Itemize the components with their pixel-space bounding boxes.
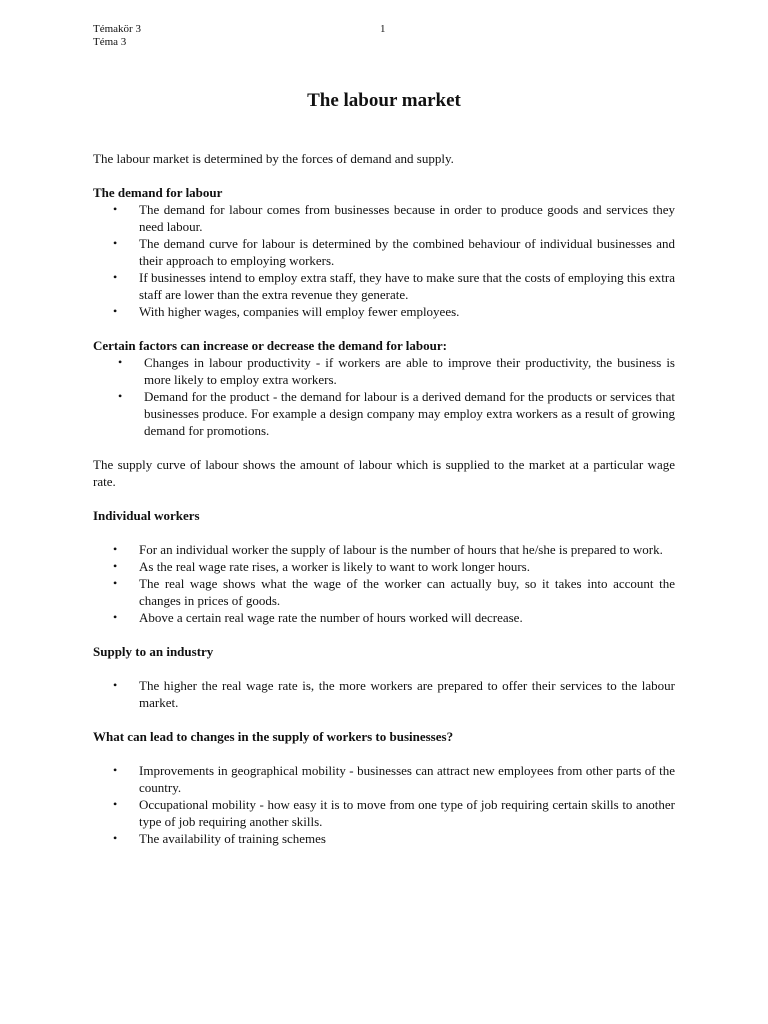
bullet-icon: • (113, 610, 118, 624)
bullet-icon: • (113, 542, 118, 556)
factors-heading: Certain factors can increase or decrease the demand for labour: (93, 338, 447, 353)
bullet-icon: • (118, 355, 123, 369)
list-item: • Changes in labour productivity - if workers are able to improve their productivity, the business is more likely to employ extra workers. (118, 355, 675, 387)
bullet-icon: • (113, 831, 118, 845)
list-item: • If businesses intend to employ extra staff, they have to make sure that the costs of employing this extra staff are lower than the extra revenue they generate. (113, 270, 675, 302)
demand-heading: The demand for labour (93, 185, 223, 200)
bullet-icon: • (113, 236, 118, 250)
list-item: • Above a certain real wage rate the number of hours worked will decrease. (113, 610, 523, 625)
list-item: • The demand curve for labour is determined by the combined behaviour of individual businesses and their approach to employing workers. (113, 236, 675, 268)
bullet-icon: • (113, 559, 118, 573)
header-theme: Téma 3 (93, 36, 127, 48)
bullet-icon: • (118, 389, 123, 403)
individual-heading: Individual workers (93, 508, 200, 523)
list-item: • With higher wages, companies will employ fewer employees. (113, 304, 460, 319)
industry-heading: Supply to an industry (93, 644, 214, 659)
bullet-icon: • (113, 304, 118, 318)
factors-list (93, 354, 675, 439)
list-item: • Occupational mobility - how easy it is to move from one type of job requiring certain skills to another type of job requiring another skills. (113, 797, 675, 829)
bullet-icon: • (113, 202, 118, 216)
bullet-icon: • (113, 270, 118, 284)
supply-intro-paragraph: The supply curve of labour shows the amount of labour which is supplied to the market at a particular wage rate. (93, 457, 675, 489)
page-header (93, 23, 141, 49)
list-item: • Demand for the product - the demand for labour is a derived demand for the products or services that businesses produce. For example a design company may employ extra workers as a result of growing demand for promotions. (118, 389, 675, 438)
page-number: 1 (380, 23, 386, 35)
industry-list (93, 677, 675, 711)
bullet-icon: • (113, 763, 118, 777)
list-item: • The higher the real wage rate is, the more workers are prepared to offer their services to the labour market. (113, 678, 675, 710)
changes-heading: What can lead to changes in the supply of workers to businesses? (93, 729, 454, 744)
document-title: The labour market (307, 90, 461, 111)
list-item: • For an individual worker the supply of labour is the number of hours that he/she is prepared to work. (113, 542, 663, 557)
header-topic: Témakör 3 (93, 23, 141, 35)
bullet-icon: • (113, 678, 118, 692)
bullet-icon: • (113, 797, 118, 811)
list-item: • Improvements in geographical mobility - businesses can attract new employees from other parts of the country. (113, 763, 675, 795)
list-item: • The availability of training schemes (113, 831, 326, 846)
changes-list (93, 762, 675, 847)
list-item: • As the real wage rate rises, a worker is likely to want to work longer hours. (113, 559, 530, 574)
demand-list (93, 201, 675, 320)
individual-list (93, 541, 675, 626)
bullet-icon: • (113, 576, 118, 590)
list-item: • The real wage shows what the wage of the worker can actually buy, so it takes into account the changes in prices of goods. (113, 576, 675, 608)
document-body (93, 89, 675, 847)
intro-paragraph: The labour market is determined by the forces of demand and supply. (93, 151, 454, 166)
list-item: • The demand for labour comes from businesses because in order to produce goods and services they need labour. (113, 202, 675, 234)
